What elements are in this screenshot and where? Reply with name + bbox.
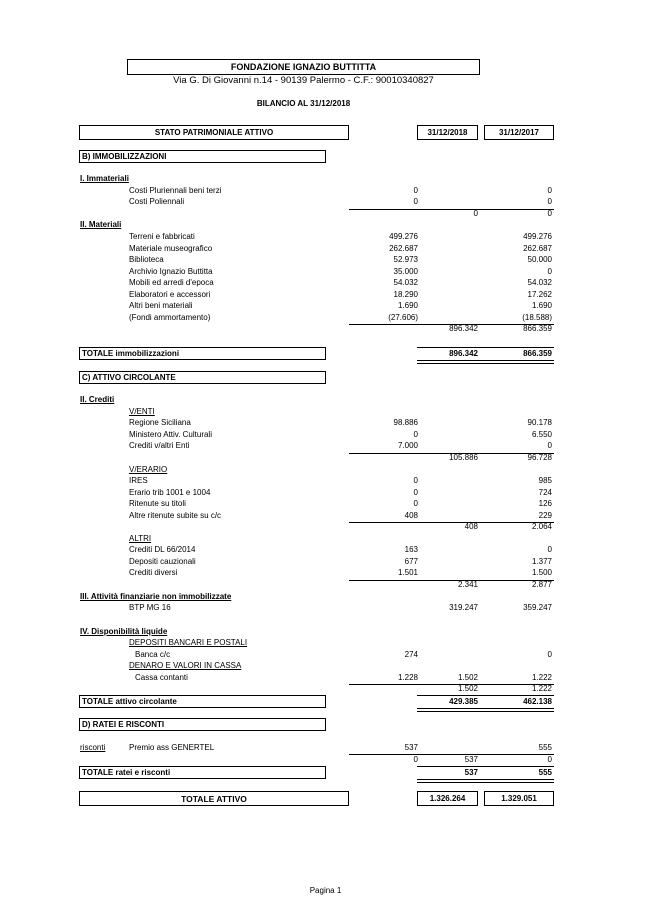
subtotal-2017: 1.222	[531, 684, 552, 693]
table-row-label: Regione Siciliana	[129, 418, 191, 427]
subtotal-2017: 96.728	[527, 453, 552, 462]
table-cell-value: 98.886	[393, 418, 418, 427]
table-cell-value: 0	[547, 266, 552, 276]
total-immobilizzazioni-2017: 866.359	[523, 349, 552, 358]
table-cell-value: 50.000	[527, 255, 552, 264]
total-top-line	[417, 347, 554, 348]
col-2017-header	[484, 125, 554, 140]
table-cell-value: 0	[413, 476, 418, 485]
col-2017-label: 31/12/2017	[498, 127, 540, 137]
page-number: Pagina 1	[309, 886, 342, 895]
erario-label: V/ERARIO	[129, 465, 168, 474]
subtotal-2018: 105.886	[449, 453, 478, 462]
btp-2017: 359.247	[523, 603, 552, 612]
table-row-label: Materiale museografico	[129, 243, 213, 253]
risconti-label: risconti	[80, 743, 106, 752]
premio-value: 537	[404, 743, 418, 752]
table-cell-value: 54.032	[527, 278, 552, 287]
total-circolante-box	[79, 695, 326, 708]
table-cell-value: 724	[538, 487, 552, 497]
table-cell-value: 7.000	[397, 441, 418, 450]
table-cell-value: 90.178	[527, 418, 552, 427]
table-cell-value: (18.588)	[522, 312, 552, 322]
table-cell-value: 0	[547, 441, 552, 450]
table-row-label: (Fondi ammortamento)	[129, 312, 211, 322]
subtotal-2018: 1.502	[457, 684, 478, 693]
total-ratei-2017: 555	[538, 768, 552, 777]
totale-attivo-2017-box	[484, 791, 554, 806]
table-cell-value: (27.606)	[388, 312, 418, 322]
table-row-label: Crediti v/altri Enti	[129, 441, 190, 450]
total-circolante-2017: 462.138	[523, 697, 552, 706]
total-circolante-label: TOTALE attivo circolante	[82, 696, 177, 706]
cassa-label: Cassa contanti	[135, 673, 188, 682]
disponibilita-label: IV. Disponibilità liquide	[80, 627, 168, 636]
table-row-label: Depositi cauzionali	[129, 556, 196, 566]
btp-label: BTP MG 16	[129, 603, 171, 612]
total-top-line	[417, 766, 554, 767]
table-cell-value: 229	[538, 510, 552, 520]
total-immobilizzazioni-label: TOTALE immobilizzazioni	[82, 348, 180, 358]
table-cell-value: 17.262	[527, 289, 552, 299]
ratei-sub-col1: 0	[413, 755, 418, 764]
table-cell-value: 0	[413, 499, 418, 508]
immobilizzazioni-title: B) IMMOBILIZZAZIONI	[82, 151, 167, 161]
cassa-2017: 1.222	[531, 673, 552, 682]
table-row-label: Altri beni materiali	[129, 301, 193, 310]
totale-attivo-label: TOTALE ATTIVO	[181, 793, 247, 804]
section-title-box	[79, 125, 349, 140]
table-row-label: Costi Pluriennali beni terzi	[129, 186, 222, 195]
table-row-label: Ritenute su titoli	[129, 499, 186, 508]
org-name-box	[127, 59, 480, 75]
table-row-label: IRES	[129, 476, 148, 485]
table-cell-value: 0	[413, 186, 418, 195]
subtotal-2017: 2.877	[531, 580, 552, 589]
table-cell-value: 1.377	[531, 556, 552, 566]
immateriali-label: I. Immateriali	[80, 174, 129, 183]
table-cell-value: 0	[413, 197, 418, 206]
subtotal-2017: 2.064	[531, 522, 552, 531]
circolante-title: C) ATTIVO CIRCOLANTE	[82, 372, 176, 382]
table-cell-value: 1.690	[531, 301, 552, 310]
report-title: BILANCIO AL 31/12/2018	[256, 99, 351, 108]
table-cell-value: 163	[404, 545, 418, 554]
table-cell-value: 52.973	[393, 255, 418, 264]
circolante-title-box	[79, 371, 326, 384]
total-top-line	[417, 695, 554, 696]
ratei-sub-2017: 0	[547, 755, 552, 764]
col-2018-label: 31/12/2018	[427, 127, 468, 137]
subtotal-2018: 896.342	[449, 324, 478, 333]
ratei-title-box	[79, 718, 326, 731]
total-circolante-2018: 429.385	[449, 697, 478, 706]
table-row-label: Erario trib 1001 e 1004	[129, 487, 211, 497]
table-row-label: Ministero Attiv. Culturali	[129, 429, 212, 439]
total-immobilizzazioni-box	[79, 347, 326, 360]
table-cell-value: 262.687	[523, 243, 552, 253]
table-cell-value: 1.501	[397, 568, 418, 577]
total-double-line	[417, 708, 554, 712]
total-ratei-2018: 537	[464, 768, 478, 777]
attivita-label: III. Attività finanziarie non immobilizzate	[80, 592, 232, 601]
subtotal-2018: 408	[464, 522, 478, 531]
altri-label: ALTRI	[129, 534, 152, 543]
cassa-2018: 1.502	[457, 673, 478, 682]
premio-2017: 555	[538, 743, 552, 752]
totale-attivo-2018-box	[417, 791, 478, 806]
denaro-label: DENARO E VALORI IN CASSA	[129, 661, 242, 670]
table-cell-value: 126	[538, 499, 552, 508]
table-cell-value: 18.290	[393, 289, 418, 299]
table-row-label: Biblioteca	[129, 255, 164, 264]
table-cell-value: 0	[547, 197, 552, 206]
totale-attivo-2018: 1.326.264	[429, 793, 466, 803]
crediti-label: II. Crediti	[80, 395, 115, 404]
enti-label: V/ENTI	[129, 407, 155, 416]
banca-2017: 0	[547, 650, 552, 659]
materiali-label: II. Materiali	[80, 220, 122, 229]
total-ratei-label: TOTALE ratei e risconti	[82, 767, 171, 777]
table-cell-value: 35.000	[393, 266, 418, 276]
table-cell-value: 499.276	[389, 232, 418, 241]
table-row-label: Costi Poliennali	[129, 197, 185, 206]
subtotal-2017: 866.359	[523, 324, 552, 333]
table-row-label: Crediti diversi	[129, 568, 178, 577]
banca-label: Banca c/c	[135, 650, 171, 659]
total-ratei-box	[79, 766, 326, 779]
totale-attivo-box	[79, 791, 349, 806]
table-row-label: Altre ritenute subite su c/c	[129, 510, 222, 520]
table-cell-value: 408	[404, 510, 418, 520]
total-immobilizzazioni-2018: 896.342	[449, 349, 478, 358]
table-row-label: Crediti DL 66/2014	[129, 545, 196, 554]
table-row-label: Terreni e fabbricati	[129, 232, 195, 241]
table-cell-value: 54.032	[393, 278, 418, 287]
depositi-label: DEPOSITI BANCARI E POSTALI	[129, 638, 248, 647]
col-2018-header	[417, 125, 478, 140]
org-address: Via G. Di Giovanni n.14 - 90139 Palermo - C.F.: 90010340827	[173, 75, 434, 86]
premio-label: Premio ass GENERTEL	[129, 743, 215, 752]
table-row-label: Elaboratori e accessori	[129, 289, 211, 299]
table-cell-value: 677	[404, 556, 418, 566]
table-cell-value: 262.687	[389, 243, 418, 253]
table-cell-value: 1.500	[531, 568, 552, 577]
table-cell-value: 499.276	[523, 232, 552, 241]
table-row-label: Mobili ed arredi d'epoca	[129, 278, 214, 287]
ratei-title: D) RATEI E RISCONTI	[82, 719, 165, 729]
btp-2018: 319.247	[449, 603, 478, 612]
table-cell-value: 6.550	[531, 429, 552, 439]
section-title: STATO PATRIMONIALE ATTIVO	[154, 127, 274, 137]
org-name: FONDAZIONE IGNAZIO BUTTITTA	[230, 62, 377, 72]
cassa-value: 1.228	[397, 673, 418, 682]
table-cell-value: 0	[547, 545, 552, 554]
immobilizzazioni-title-box	[79, 150, 326, 163]
subtotal-2017: 0	[547, 209, 552, 218]
subtotal-2018: 2.341	[457, 580, 478, 589]
table-row-label: Archivio Ignazio Buttitta	[129, 266, 213, 276]
totale-attivo-2017: 1.329.051	[501, 793, 537, 803]
total-double-line	[417, 779, 554, 783]
total-double-line	[417, 360, 554, 364]
table-cell-value: 0	[413, 487, 418, 497]
banca-value: 274	[404, 650, 418, 659]
table-cell-value: 0	[547, 186, 552, 195]
subtotal-2018: 0	[473, 209, 478, 218]
table-cell-value: 985	[538, 476, 552, 485]
table-cell-value: 0	[413, 429, 418, 439]
table-cell-value: 1.690	[397, 301, 418, 310]
ratei-sub-2018: 537	[464, 755, 478, 764]
